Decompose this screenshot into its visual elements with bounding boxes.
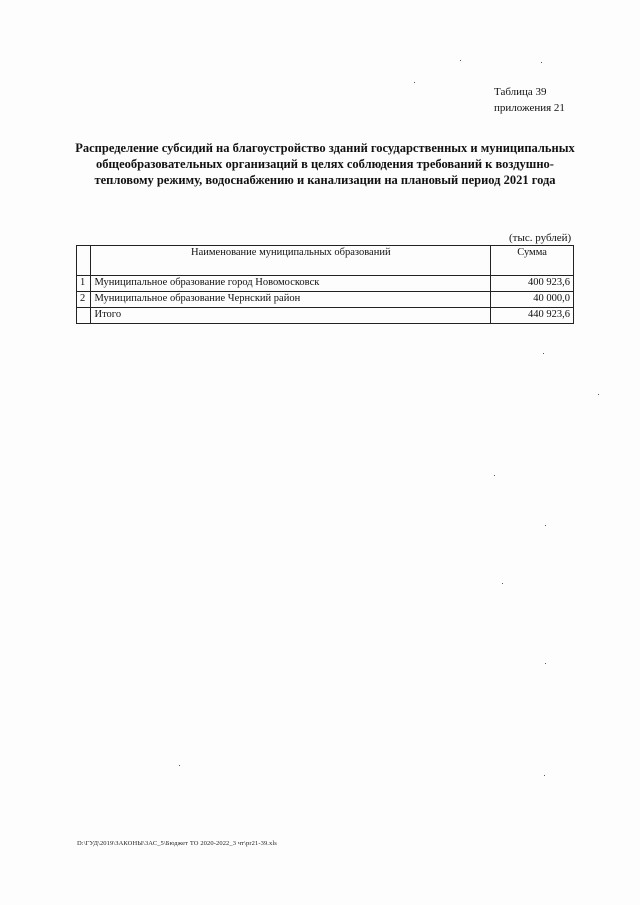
total-name-cell: Итого: [91, 308, 491, 324]
scan-speck: [598, 394, 599, 395]
table-row: [77, 276, 574, 292]
row-sum-cell: 400 923,6: [491, 276, 574, 292]
table-total-row: [77, 308, 574, 324]
appendix-label: приложения 21: [494, 102, 565, 114]
header-sum-cell: Сумма: [491, 246, 574, 276]
row-number-cell: 2: [77, 292, 91, 308]
scan-speck: [541, 62, 542, 63]
table-number: Таблица 39: [494, 86, 547, 98]
row-sum-cell: 40 000,0: [491, 292, 574, 308]
scan-speck: [545, 663, 546, 664]
file-path-footer: D:\ГУД\2019\ЗАКОНЫ\3АС_5\Бюджет ТО 2020-2022_3 чт\pr21-39.xls: [77, 840, 277, 847]
row-name-cell: Муниципальное образование Чернский район: [91, 292, 491, 308]
subsidy-table: [76, 245, 574, 324]
scan-speck: [460, 60, 461, 61]
scan-speck: [179, 765, 180, 766]
table-row: [77, 292, 574, 308]
scan-speck: [414, 82, 415, 83]
total-sum-cell: 440 923,6: [491, 308, 574, 324]
row-number-cell: 1: [77, 276, 91, 292]
scan-speck: [545, 525, 546, 526]
header-name-cell: Наименование муниципальных образований: [91, 246, 491, 276]
row-name-cell: Муниципальное образование город Новомосковск: [91, 276, 491, 292]
table-header-row: [77, 246, 574, 276]
units-label: (тыс. рублей): [509, 232, 572, 244]
scan-speck: [502, 583, 503, 584]
scan-speck: [494, 475, 495, 476]
scan-speck: [543, 353, 544, 354]
table-reference: [494, 84, 565, 116]
scan-speck: [544, 775, 545, 776]
document-title: Распределение субсидий на благоустройство зданий государственных и муниципальных общеобразовательных организаций в целях соблюдения требований к воздушно-тепловому режиму, водоснабжению и канализации на плановый период 2021 года: [75, 141, 575, 187]
header-number-cell: [77, 246, 91, 276]
total-number-cell: [77, 308, 91, 324]
